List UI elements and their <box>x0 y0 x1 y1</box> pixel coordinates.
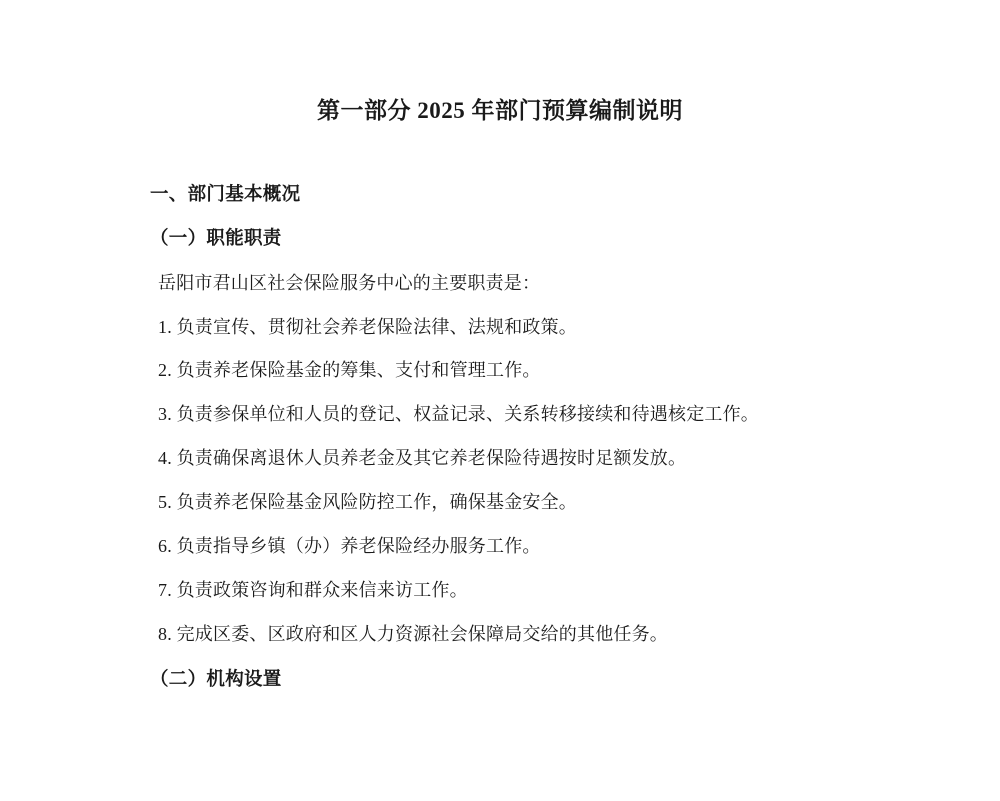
section-heading-department-overview: 一、部门基本概况 <box>150 185 301 206</box>
subsection-heading-duties: （一）职能职责 <box>150 228 282 249</box>
list-item: 2. 负责养老保险基金的筹集、支付和管理工作。 <box>158 360 541 381</box>
subsection-heading-organization: （二）机构设置 <box>150 669 282 690</box>
page-title: 第一部分 2025 年部门预算编制说明 <box>317 98 683 123</box>
list-item: 8. 完成区委、区政府和区人力资源社会保障局交给的其他任务。 <box>158 623 668 644</box>
list-item: 6. 负责指导乡镇（办）养老保险经办服务工作。 <box>158 536 541 557</box>
list-item: 7. 负责政策咨询和群众来信来访工作。 <box>158 579 468 600</box>
list-item: 4. 负责确保离退休人员养老金及其它养老保险待遇按时足额发放。 <box>158 448 687 469</box>
list-item: 1. 负责宣传、贯彻社会养老保险法律、法规和政策。 <box>158 316 577 337</box>
list-item: 5. 负责养老保险基金风险防控工作，确保基金安全。 <box>158 492 577 513</box>
paragraph-intro: 岳阳市君山区社会保险服务中心的主要职责是： <box>158 272 541 293</box>
document-page <box>0 95 1000 801</box>
list-item: 3. 负责参保单位和人员的登记、权益记录、关系转移接续和待遇核定工作。 <box>158 404 759 425</box>
